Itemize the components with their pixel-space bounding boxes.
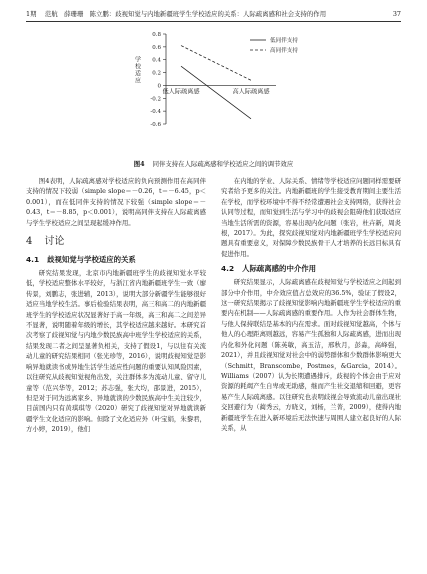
y-tick-label: 0.2 — [152, 70, 161, 77]
header-rule — [26, 21, 401, 22]
y-axis-label-char: 校 — [134, 63, 142, 71]
y-axis-label-char: 学 — [134, 56, 142, 64]
subsection-title: 人际疏离感的中介作用 — [242, 264, 317, 274]
left-column — [26, 176, 206, 435]
y-tick-label: 0.8 — [152, 32, 161, 38]
y-tick-label: 0 — [157, 83, 161, 90]
right-column — [221, 176, 401, 433]
subsection-number: 4.2 — [221, 264, 235, 274]
subsection-heading-4-1 — [26, 254, 206, 265]
results-paragraph: 图4表明，人际疏离感对学校适应的负向预测作用在高同伴支持的情况下较弱（simple slope＝－0.26，t＝－6.45，p＜0.001），而在低同伴支持的情况下较强（simple slope＝－0.43，t＝－8.85，p＜0.001），说明高同伴支持在人际疏离感与学生学校适应之间呈现起缓冲作用。 — [26, 177, 206, 227]
header-issue: 1期 — [26, 10, 37, 18]
figure-caption-text: 同伴支持在人际疏离感和学校适应之间的调节效应 — [152, 160, 294, 168]
y-tick-label: 0.4 — [152, 57, 161, 64]
subsection-heading-4-2 — [221, 263, 401, 274]
series-line — [181, 46, 251, 81]
header-authors: 范航 薛珊珊 陈立鹏：歧视知觉与内地新疆班学生学校适应的关系：人际疏离感和社会支持的作用 — [44, 10, 327, 18]
continued-paragraph: 在内地的学业、人际关系、情绪等学校适应问题同样需要研究者给予更多的关注。内地新疆班的学生接受教育期间主要生活在学校，而学校环境中不得不经常遭遇社会支持网络，获得社会认同等过程，而知觉到生活与学习中的歧视会阻碍他们获取适应当地生活所需的资源，容易出现内化问题（张岩，杜卉新，周炎根，2017）。为此，探究歧视知觉对内地新疆班学生学校适应问题具有重要意义，对保障少数民族骨干人才培养的长远目标具有促进作用。 — [221, 177, 401, 258]
header-page-number: 37 — [392, 10, 401, 18]
section-heading — [26, 236, 206, 248]
section-number: 4 — [26, 236, 33, 248]
running-header — [26, 8, 401, 20]
header-left — [26, 8, 326, 20]
figure-number: 图4 — [133, 160, 145, 168]
discussion-paragraph: 研究结果发现，北京市内地新疆班学生的歧视知觉水平较低，学校适应整体水平较好，与浙江省内地新疆班学生一致（廖传景，刘鹏志，张进辅，2013），说明大部分新疆学生能够很好适应当地学校生活。事后检验结果表明，高三和高二的内地新疆班学生的学校适应状况显著好于高一年级，高三和高二之间差异不显著，说明随着年级的增长，其学校适应越来越好。本研究首次考察了歧视知觉与内地少数民族高中班学生学校适应的关系，结果发现二者之间呈显著负相关，支持了假设1，与以往有关流动儿童的研究结果相同（张光珍等，2016），说明歧视知觉是影响异地就读书或异地生活学生适应性问题的重要认知风险因素，以往研究从歧视知觉视角出发，关注群体多为流动儿童、留守儿童等（范兴华等，2012；苏志强，张大均，邵景进，2015），但是对于同为远离家乡、异地就读的少数民族高中生关注较少，目前国内只有黄琪琪等（2020）研究了歧视知觉对异地就读新疆学生文化适应的影响。但除了文化适应外（叶宝娟，朱黎君，方小婷，2019），他们 — [26, 269, 206, 434]
y-axis-label-char: 适 — [134, 70, 142, 78]
legend-label: 低同伴支持 — [270, 38, 298, 44]
section-title: 讨论 — [44, 236, 65, 248]
subsection-number: 4.1 — [26, 255, 40, 265]
x-category-label: 高人际疏离感 — [232, 88, 270, 96]
y-tick-label: -0.4 — [150, 109, 161, 116]
y-tick-label: 0.6 — [152, 44, 161, 51]
legend-label: 高同伴支持 — [270, 48, 298, 54]
x-category-label: 低人际疏离感 — [162, 88, 200, 96]
figure-4 — [126, 28, 316, 158]
subsection-title: 歧视知觉与学校适应的关系 — [47, 255, 136, 265]
moderation-chart — [126, 28, 316, 158]
figure-caption — [26, 160, 401, 169]
y-tick-label: -0.2 — [150, 96, 161, 103]
y-axis-label-char: 应 — [134, 77, 142, 85]
y-tick-label: -0.6 — [150, 122, 161, 128]
mediation-paragraph: 研究结果显示，人际疏离感在歧视知觉与学校适应之间起到部分中介作用，中介效应值占总效应的36.5%，验证了假设2，这一研究结果揭示了歧视知觉影响内地新疆班学生学校适应的重要内在机制——人际疏离感的重要作用。人作为社会群体生物，与他人保持联结是基本的内在需求。面对歧视知觉越高，个体与他人的心理距离则越远，容易产生孤独和人际疏离感，进而出现内化和外化问题（陈英敏，高玉洁，邢秋月，彭淼，高峰强，2021），并且歧视知觉对社会中的弱势群体和少数群体影响更大（Schmitt，Branscombe，Postmes，&Garcia，2014）。Williams（2007）认为长期遭遇排斥，歧视的个体会由于应对资源的耗竭产生自卑或无助感，继而产生社交退缩和回避，更容易产生人际疏离感。以往研究也表明歧视会导致流动儿童出现社交回避行为（蔺秀云，方晓义，刘杨，兰菁，2009），使得内地新疆班学生在进入新环境后无法快速与周围人建立起良好的人际关系，从 — [221, 278, 401, 432]
